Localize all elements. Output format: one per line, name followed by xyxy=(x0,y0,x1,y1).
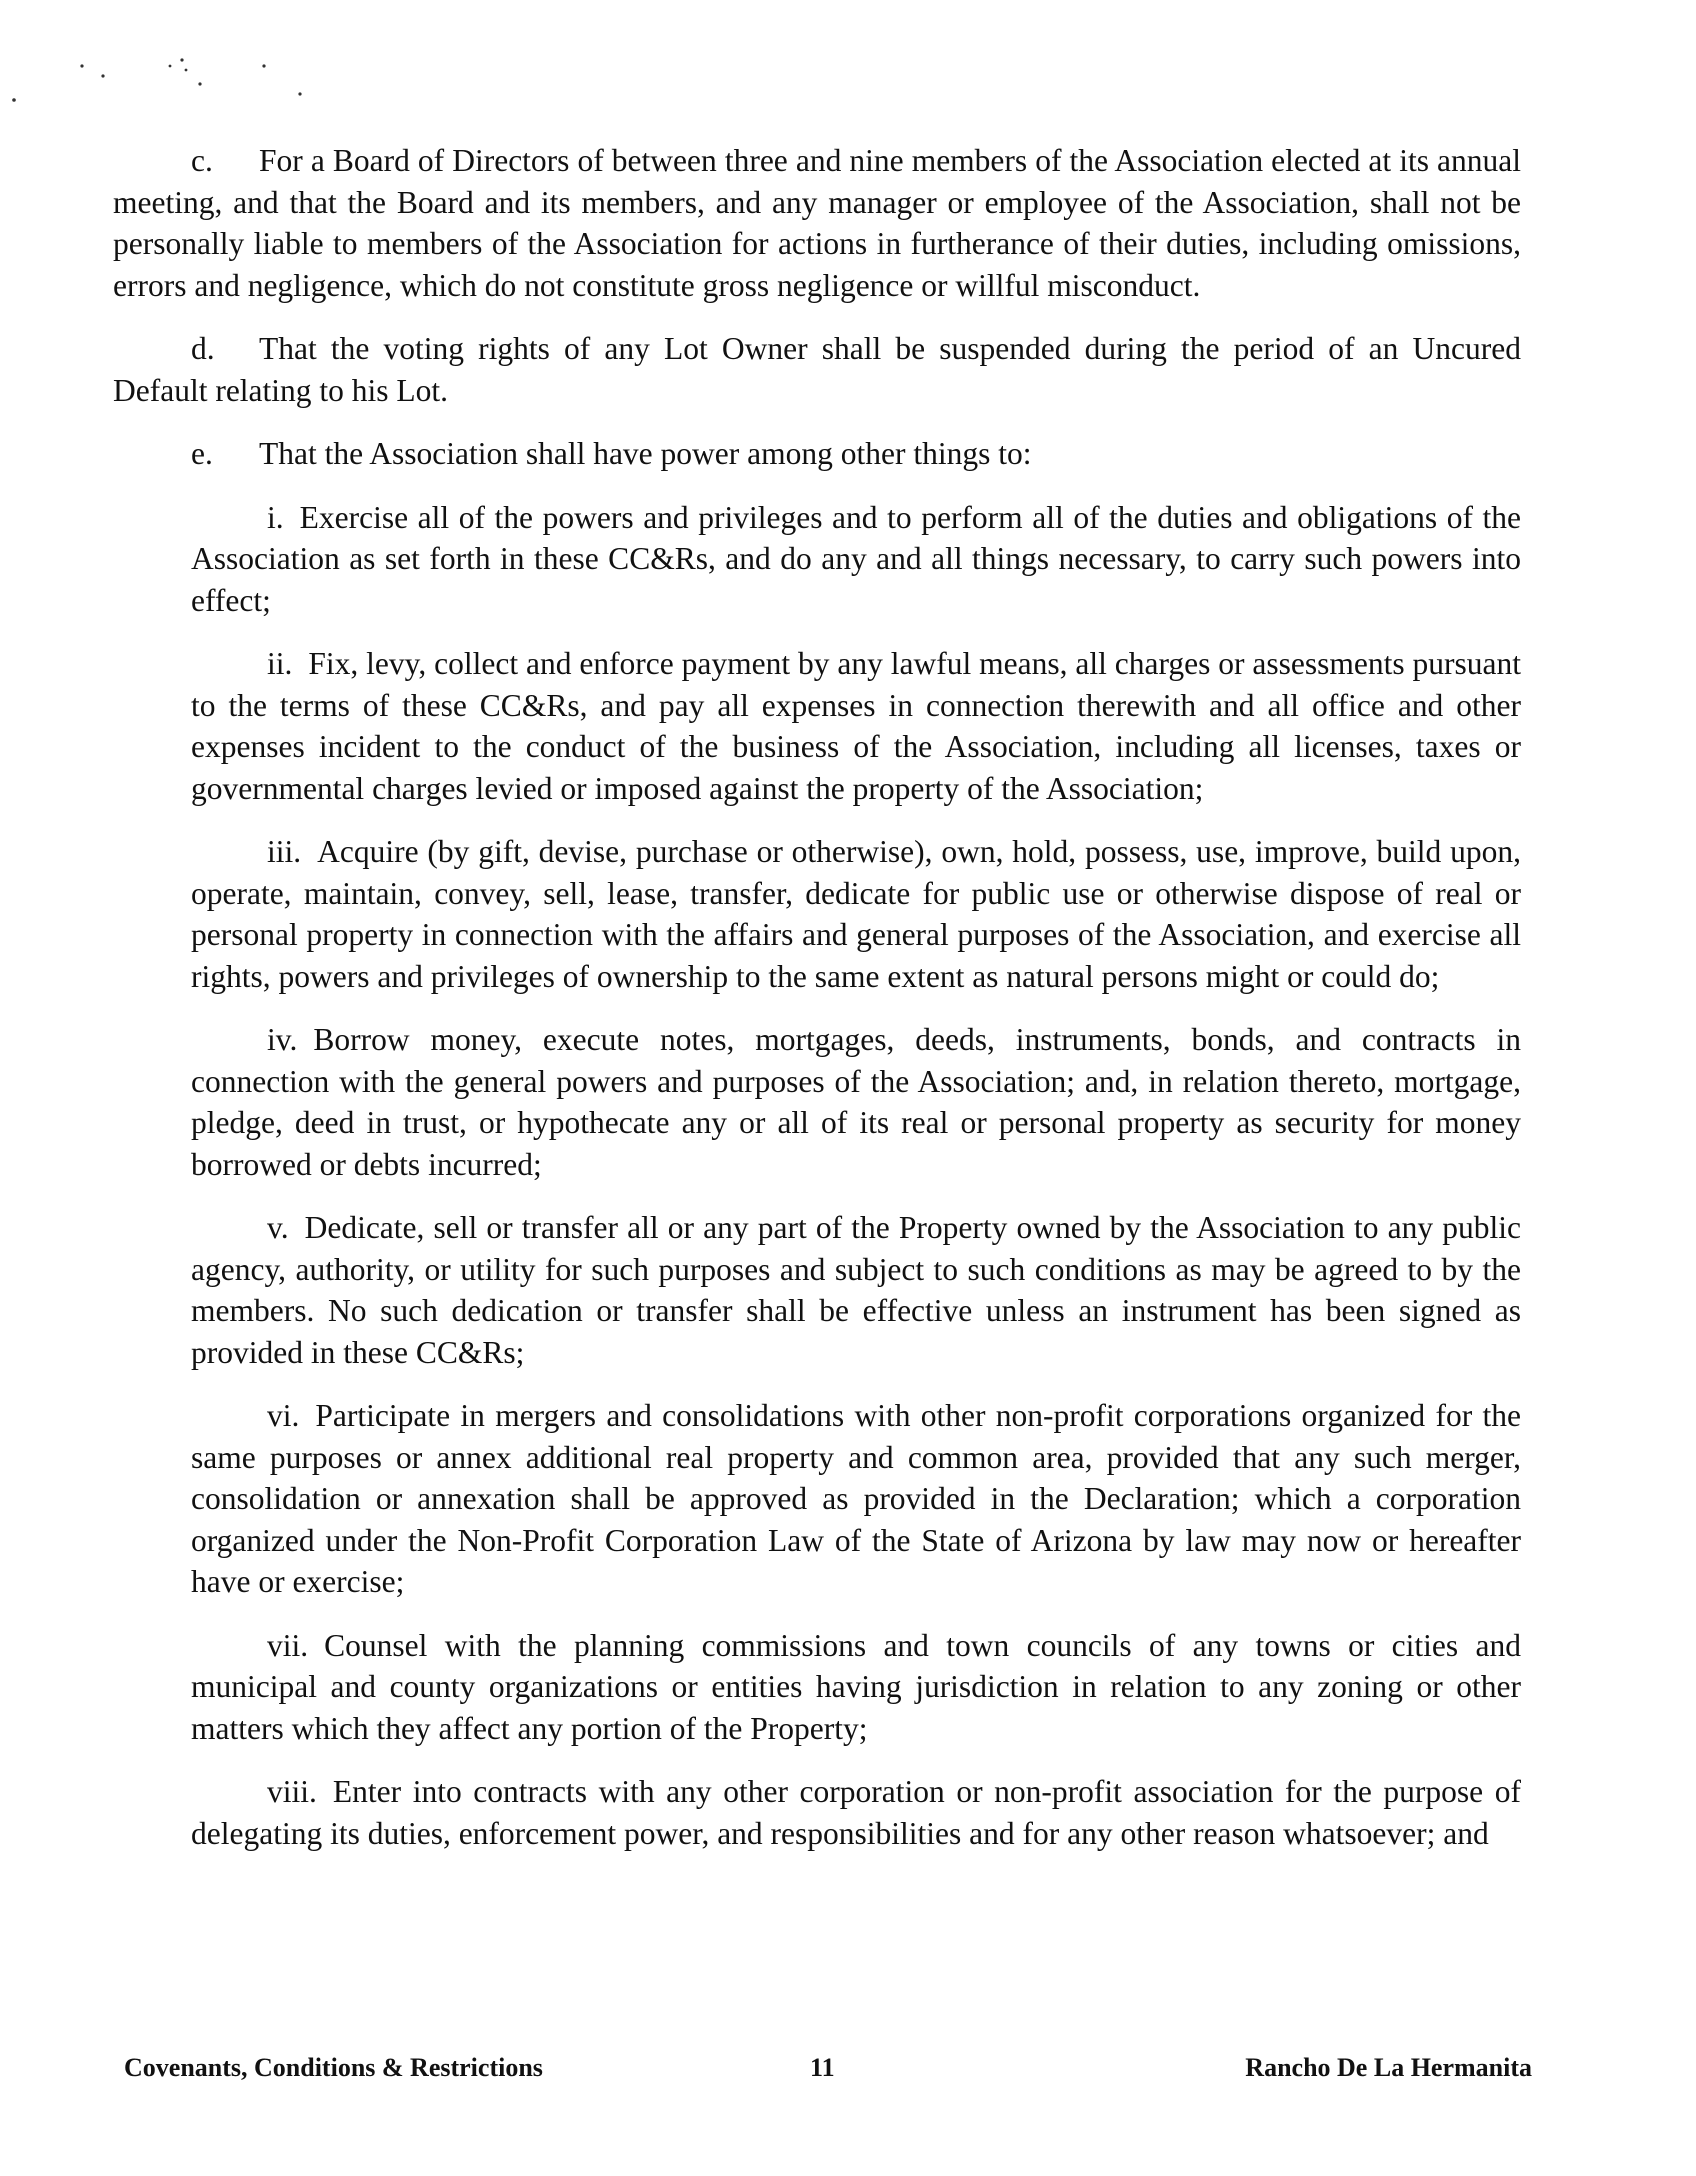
power-item xyxy=(191,831,1521,997)
power-item xyxy=(191,643,1521,809)
speck xyxy=(185,69,188,72)
speck xyxy=(12,98,16,102)
power-text: Participate in mergers and consolidations with other non-profit corporations organized for the same purposes or annex additional real property and common area, provided that any such merger, consolidation or annexation shall be approved as provided in the Declaration; which a corporation organized under the Non-Profit Corporation Law of the State of Arizona by law may now or hereafter have or exercise; xyxy=(191,1398,1521,1599)
paragraph-label: d. xyxy=(191,331,215,366)
page-footer xyxy=(124,2053,1532,2089)
power-label: vii. xyxy=(267,1627,309,1663)
power-text: Exercise all of the powers and privileges and to perform all of the duties and obligations of the Association as set forth in these CC&Rs, and do any and all things necessary, to carry such powers into effect; xyxy=(191,499,1521,618)
power-label: vi. xyxy=(267,1398,300,1433)
scan-specks xyxy=(0,0,360,120)
power-item xyxy=(191,1395,1521,1603)
paragraph-text: For a Board of Directors of between three and nine members of the Association elected at its annual meeting, and that the Board and its members, and any manager or employee of the Association, shall not be personally liable to members of the Association for actions in furtherance of their duties, including omissions, errors and negligence, which do not constitute gross negligence or willful misconduct. xyxy=(113,143,1521,303)
power-text: Acquire (by gift, devise, purchase or otherwise), own, hold, possess, use, improve, build upon, operate, maintain, convey, sell, lease, transfer, dedicate for public use or otherwise dispose of real or personal property in connection with the affairs and general purposes of the Association, and exercise all rights, powers and privileges of ownership to the same extent as natural persons might or could do; xyxy=(191,834,1521,994)
paragraph-c xyxy=(113,140,1521,306)
power-text: Dedicate, sell or transfer all or any part of the Property owned by the Association to any public agency, authority, or utility for such purposes and subject to such conditions as may be agreed to by the members. No such dedication or transfer shall be effective unless an instrument has been signed as provided in these CC&Rs; xyxy=(191,1210,1521,1370)
paragraph-label: e. xyxy=(191,436,213,471)
speck xyxy=(180,58,183,61)
power-label: i. xyxy=(267,499,284,535)
speck xyxy=(169,65,172,68)
power-text: Fix, levy, collect and enforce payment by any lawful means, all charges or assessments pursuant to the terms of these CC&Rs, and pay all expenses in connection therewith and all office and other expenses incident to the conduct of the business of the Association, including all licenses, taxes or governmental charges levied or imposed against the property of the Association; xyxy=(191,646,1521,806)
power-text: Enter into contracts with any other corporation or non-profit association for the purpose of delegating its duties, enforcement power, and responsibilities and for any other reason whatsoever; and xyxy=(191,1774,1521,1851)
footer-subdivision-name: Rancho De La Hermanita xyxy=(1245,2053,1532,2082)
power-text: Counsel with the planning commissions and town councils of any towns or cities and municipal and county organizations or entities having jurisdiction in relation to any zoning or other matters which they affect any portion of the Property; xyxy=(191,1627,1521,1746)
footer-page-number: 11 xyxy=(810,2053,835,2082)
paragraph-label: c. xyxy=(191,143,213,178)
power-item xyxy=(191,1207,1521,1373)
document-body xyxy=(113,140,1521,1854)
power-label: v. xyxy=(267,1210,289,1245)
speck xyxy=(262,64,265,67)
power-label: iv. xyxy=(267,1022,298,1057)
power-item xyxy=(191,497,1521,622)
power-item xyxy=(191,1771,1521,1854)
power-item xyxy=(191,1625,1521,1750)
power-text: Borrow money, execute notes, mortgages, deeds, instruments, bonds, and contracts in connection with the general powers and purposes of the Association; and, in relation thereto, mortgage, pledge, deed in trust, or hypothecate any or all of its real or personal property as security for money borrowed or debts incurred; xyxy=(191,1022,1521,1182)
speck xyxy=(101,74,104,77)
paragraph-text: That the Association shall have power among other things to: xyxy=(259,436,1032,471)
paragraph-text: That the voting rights of any Lot Owner shall be suspended during the period of an Uncured Default relating to his Lot. xyxy=(113,331,1521,408)
power-label: viii. xyxy=(267,1774,317,1809)
paragraph-d xyxy=(113,328,1521,411)
power-label: ii. xyxy=(267,646,293,681)
paragraph-e xyxy=(113,433,1521,475)
power-item xyxy=(191,1019,1521,1185)
power-label: iii. xyxy=(267,834,302,869)
speck xyxy=(198,82,201,85)
speck xyxy=(80,64,83,67)
footer-document-title: Covenants, Conditions & Restrictions xyxy=(124,2053,543,2082)
speck xyxy=(298,92,301,95)
